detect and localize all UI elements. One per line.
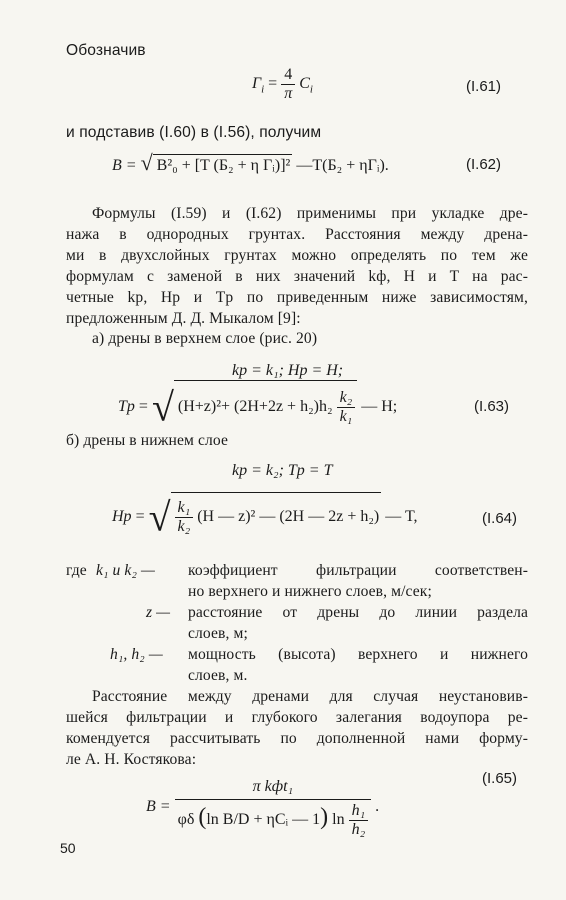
eq65-inner-fraction <box>349 802 369 839</box>
eq62-radical-sign: √ <box>140 150 153 175</box>
eq65-lhs: B = <box>146 797 171 815</box>
case-a-definitions: kp = k₁; Hp = H; <box>232 362 344 379</box>
eq61-label: (I.61) <box>466 78 502 95</box>
paragraph-2-line-1: Расстояние между дренами для случая неустановив- <box>92 688 528 705</box>
eq65-main-fraction <box>175 775 372 839</box>
defs-z-line-1: расстояние от дрены до линии раздела <box>188 604 528 621</box>
eq61-denominator: π <box>284 85 293 102</box>
paragraph-1-line-1: Формулы (I.59) и (I.62) применимы при укладке дре- <box>92 205 528 222</box>
case-a-heading: а) дрены в верхнем слое (рис. 20) <box>92 330 318 347</box>
eq64-radicand-text: (H — z)² — (2H — 2z + h₂) <box>197 508 380 526</box>
eq65-numerator: π kфt₁ <box>175 775 372 800</box>
equation-i62 <box>112 150 389 176</box>
eq64-tail: — T, <box>385 508 418 526</box>
paragraph-2-line-4: ле А. Н. Костякова: <box>66 751 197 768</box>
defs-k-line-2: но верхнего и нижнего слоев, м/сек; <box>188 583 432 600</box>
eq64-equals: = <box>135 508 145 526</box>
defs-where: где <box>66 562 87 579</box>
eq62-tail: —T(Б₂ + ηΓᵢ). <box>292 157 389 174</box>
case-b-definitions: kp = k₂; Tp = T <box>232 462 333 479</box>
eq63-lhs: Tp <box>118 398 135 416</box>
eq63-fraction <box>337 389 356 426</box>
defs-h-line-1: мощность (высота) верхнего и нижнего <box>188 646 528 663</box>
eq64-label: (I.64) <box>482 510 518 527</box>
eq61-equals: = <box>268 75 278 93</box>
paragraph-1-line-3: ми в двухслойных грунтах можно определять по тем же <box>66 247 528 264</box>
eq61-numerator: 4 <box>281 66 295 85</box>
equation-i61 <box>252 66 313 103</box>
eq65-inner-numerator: h₁ <box>349 802 369 821</box>
defs-h-symbols: h₁, h₂ — <box>110 646 163 663</box>
page-number: 50 <box>60 840 76 856</box>
eq62-lhs: B = <box>112 157 141 174</box>
eq64-denominator: k₂ <box>177 518 191 535</box>
eq65-denominator <box>175 800 372 839</box>
eq64-fraction <box>175 499 194 536</box>
defs-z-line-2: слоев, м; <box>188 625 248 642</box>
eq62-radicand: B²₀ + [T (Б₂ + η Γᵢ)]² <box>153 154 293 175</box>
equation-i63 <box>118 380 398 430</box>
paragraph-1-line-5: четные kр, Hр и Tр по приведенным ниже зависимостям, <box>66 289 528 306</box>
eq65-inner-denominator: h₂ <box>351 820 366 838</box>
defs-z-symbol: z — <box>146 604 171 621</box>
eq63-denominator: k₁ <box>339 408 353 425</box>
eq61-c-sub: i <box>309 83 313 96</box>
equation-i65 <box>146 775 379 839</box>
eq64-radicand <box>171 492 382 536</box>
eq61-c: C <box>299 75 310 93</box>
defs-h-line-2: слоев, м. <box>188 667 248 684</box>
eq63-equals: = <box>138 398 148 416</box>
eq65-den-ln: ln <box>332 811 345 828</box>
paragraph-1-line-6: предложенным Д. Д. Мыкалом [9]: <box>66 310 301 327</box>
equation-i64 <box>112 492 418 540</box>
eq63-tail: — H; <box>361 398 398 416</box>
eq65-dot: . <box>375 797 380 815</box>
eq63-numerator: k₂ <box>337 389 356 408</box>
eq63-radical-sign: √ <box>151 384 174 430</box>
eq64-lhs: Hp <box>112 508 132 526</box>
eq64-numerator: k₁ <box>175 499 194 518</box>
eq65-paren-open: ( <box>198 804 207 830</box>
para-intro: Обозначив <box>66 42 146 59</box>
eq63-radicand-text: (H+z)²+ (2H+2z + h₂)h₂ <box>177 398 333 416</box>
eq64-radical-sign: √ <box>148 494 171 540</box>
eq65-den-phi-delta: φδ <box>177 811 195 828</box>
defs-k-line-1: коэффициент фильтрации соответствен- <box>188 562 528 579</box>
paragraph-1-line-4: формулам с заменой в них значений kф, H и T на рас- <box>66 268 528 285</box>
paragraph-2-line-2: шейся фильтрации и глубокого залегания водоупора ре- <box>66 709 528 726</box>
paragraph-2-line-3: комендуется рассчитывать по дополненной нами форму- <box>66 730 528 747</box>
eq61-lhs-sub: i <box>261 83 265 96</box>
eq65-paren-content: ln B/D + ηCᵢ — 1 <box>206 811 321 828</box>
paragraph-1-line-2: нажа в однородных грунтах. Расстояния между дрена- <box>66 226 528 243</box>
eq63-radicand <box>174 380 357 426</box>
case-b-heading: б) дрены в нижнем слое <box>66 432 228 449</box>
para-substitute: и подставив (I.60) в (I.56), получим <box>66 124 322 141</box>
eq63-label: (I.63) <box>474 398 510 415</box>
defs-k-symbols: k₁ и k₂ — <box>96 562 155 579</box>
eq61-fraction <box>281 66 295 103</box>
eq62-label: (I.62) <box>466 156 502 173</box>
eq65-paren-close: ) <box>320 804 329 830</box>
eq61-lhs: Γ <box>252 75 262 93</box>
eq65-label: (I.65) <box>482 770 518 787</box>
